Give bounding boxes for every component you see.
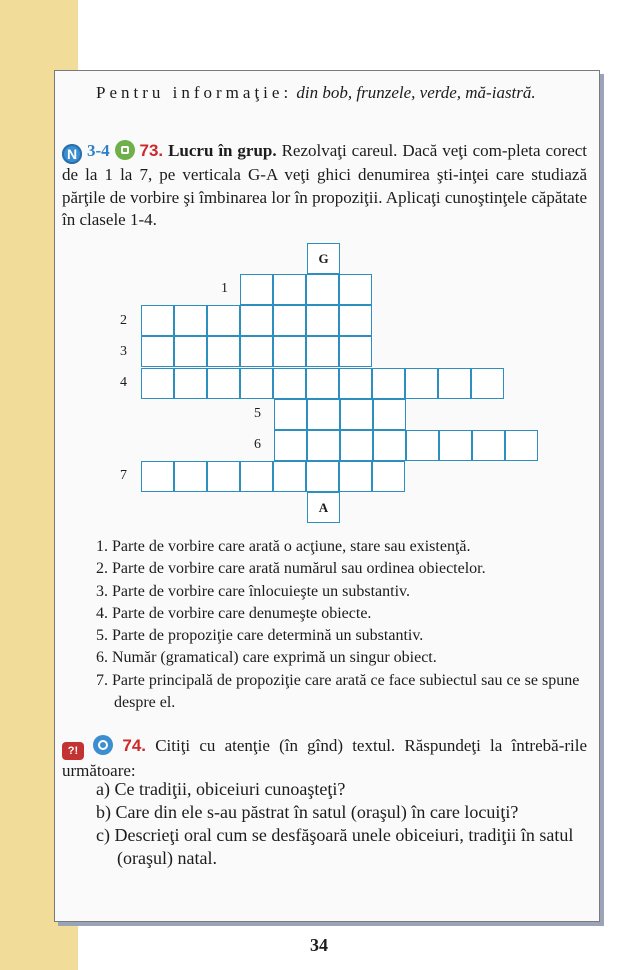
crossword-cell-row-5[interactable] xyxy=(274,399,307,430)
crossword-cell-row-7[interactable] xyxy=(339,461,372,492)
crossword-row-number: 6 xyxy=(254,437,261,452)
crossword-row-number: 2 xyxy=(120,313,127,328)
crossword-cell-row-4[interactable] xyxy=(438,368,471,399)
crossword-row-number: 5 xyxy=(254,406,261,421)
crossword-cell-row-6[interactable] xyxy=(505,430,538,461)
question-icon: ?! xyxy=(62,742,84,760)
info-paragraph xyxy=(62,82,587,105)
crossword-cell-row-1[interactable] xyxy=(240,274,273,305)
level-n-icon: N xyxy=(62,144,82,164)
crossword-cell-row-4[interactable] xyxy=(372,368,405,399)
crossword-cell-row-4[interactable] xyxy=(405,368,438,399)
crossword-cell-row-7[interactable] xyxy=(174,461,207,492)
question-item: c) Descrieţi oral cum se desfăşoară unele obiceiuri, tradiţii în satul (oraşul) natal. xyxy=(96,825,574,868)
crossword-cell-row-2[interactable] xyxy=(273,305,306,336)
reading-icon xyxy=(93,735,113,755)
crossword-cell-row-3[interactable] xyxy=(240,336,273,367)
exercise-number: 73. xyxy=(139,141,164,160)
question-item: b) Care din ele s-au păstrat în satul (oraşul) în care locuiţi? xyxy=(96,802,519,822)
clue-item: 3. Parte de vorbire care înlocuieşte un substantiv. xyxy=(96,582,410,600)
exercise-text: Citiţi cu atenţie (în gînd) textul. Răspundeţi la întrebă-rile următoare: xyxy=(62,736,588,780)
crossword-row-number: 3 xyxy=(120,344,127,359)
crossword-letter-g: G xyxy=(318,251,329,266)
crossword-cell-row-4[interactable] xyxy=(174,368,207,399)
crossword-row-number: 1 xyxy=(221,281,228,296)
crossword-cell-row-3[interactable] xyxy=(273,336,306,367)
exercise-text: Rezolvaţi careul. Dacă veţi com-pleta corect de la 1 la 7, pe verticala G-A veţi ghici denumirea şti-inţei care studiază părţile de vorbire şi îmbinarea lor în propoziţii. Aplicaţi cunoştinţele căpătate în clasele 1-4. xyxy=(62,141,588,229)
crossword-cell-row-1[interactable] xyxy=(273,274,306,305)
group-work-icon xyxy=(115,140,135,160)
crossword-clues xyxy=(96,536,591,714)
crossword-cell-row-7[interactable] xyxy=(372,461,405,492)
crossword-cell-row-1[interactable] xyxy=(339,274,372,305)
clue-item: 1. Parte de vorbire care arată o acţiune, stare sau existenţă. xyxy=(96,538,471,555)
crossword-cell-row-2[interactable] xyxy=(174,305,207,336)
crossword-cell-row-5[interactable] xyxy=(373,399,406,430)
crossword-cell-row-3[interactable] xyxy=(339,336,372,367)
crossword-cell-row-7[interactable] xyxy=(273,461,306,492)
grade-range: 3-4 xyxy=(86,141,110,160)
crossword-cell-row-6[interactable] xyxy=(472,430,505,461)
crossword-row-number: 7 xyxy=(120,468,127,483)
crossword-cell-row-4[interactable] xyxy=(141,368,174,399)
exercise-74 xyxy=(62,735,587,783)
crossword-cell-row-3[interactable] xyxy=(306,336,339,367)
clue-item: 4. Parte de vorbire care denumeşte obiecte. xyxy=(96,604,372,622)
crossword-cell-row-6[interactable] xyxy=(340,430,373,461)
exercise-heading: Lucru în grup. xyxy=(168,141,277,160)
crossword-cell-row-2[interactable] xyxy=(339,305,372,336)
exercise-number: 74. xyxy=(122,736,147,755)
crossword-cell-row-2[interactable] xyxy=(306,305,339,336)
crossword-cell-row-3[interactable] xyxy=(174,336,207,367)
crossword-cell-row-4[interactable] xyxy=(339,368,372,399)
crossword-cell-row-6[interactable] xyxy=(307,430,340,461)
exercise-73 xyxy=(62,140,587,232)
crossword-cell-row-2[interactable] xyxy=(240,305,273,336)
crossword-cell-row-6[interactable] xyxy=(439,430,472,461)
crossword-cell-row-4[interactable] xyxy=(207,368,240,399)
crossword-letter-a: A xyxy=(318,500,329,515)
crossword-row-number: 4 xyxy=(120,375,127,390)
crossword-cell-row-6[interactable] xyxy=(274,430,307,461)
crossword-cell-row-4[interactable] xyxy=(471,368,504,399)
crossword-cell-row-3[interactable] xyxy=(141,336,174,367)
exercise-74-questions xyxy=(96,778,591,870)
crossword-cell-row-2[interactable] xyxy=(141,305,174,336)
info-label: Pentru informaţie: xyxy=(96,83,293,102)
clue-item: 6. Număr (gramatical) care exprimă un singur obiect. xyxy=(96,649,437,667)
crossword-cell-row-5[interactable] xyxy=(307,399,340,430)
crossword-cell-row-6[interactable] xyxy=(373,430,406,461)
crossword-cell-row-4[interactable] xyxy=(240,368,273,399)
crossword-cell-row-7[interactable] xyxy=(306,461,339,492)
clue-item: 5. Parte de propoziţie care determină un substantiv. xyxy=(96,627,424,645)
crossword-cell-row-4[interactable] xyxy=(306,368,339,399)
crossword-cell-row-6[interactable] xyxy=(406,430,439,461)
page-number: 34 xyxy=(310,935,328,955)
crossword-cell-row-3[interactable] xyxy=(207,336,240,367)
crossword-cell-row-7[interactable] xyxy=(207,461,240,492)
clue-item: 2. Parte de vorbire care arată numărul sau ordinea obiectelor. xyxy=(96,560,486,578)
clue-item: 7. Parte principală de propoziţie care arată ce face subiectul sau ce se spune despre el. xyxy=(96,671,580,712)
crossword-cell-row-2[interactable] xyxy=(207,305,240,336)
question-item: a) Ce tradiţii, obiceiuri cunoaşteţi? xyxy=(96,779,346,799)
crossword-cell-row-7[interactable] xyxy=(240,461,273,492)
crossword-cell-row-1[interactable] xyxy=(306,274,339,305)
crossword-cell-row-5[interactable] xyxy=(340,399,373,430)
crossword-cell-row-4[interactable] xyxy=(273,368,306,399)
info-text: din bob, frunzele, verde, mă-iastră. xyxy=(296,83,536,102)
crossword-cell-row-7[interactable] xyxy=(141,461,174,492)
